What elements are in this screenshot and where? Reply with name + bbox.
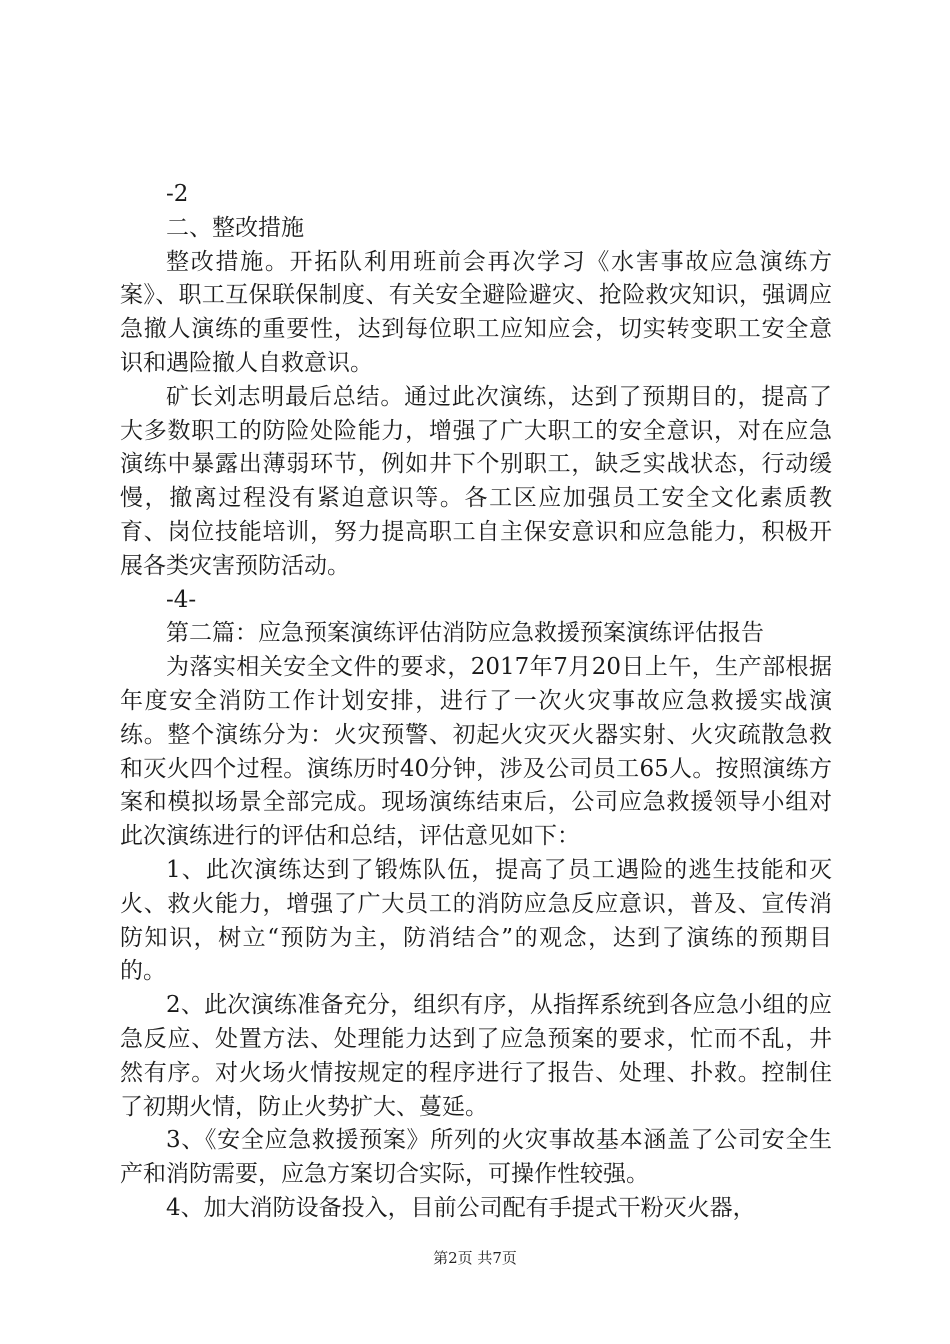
p-marker-2: -2	[166, 181, 189, 207]
p-intro: 为落实相关安全文件的要求，2017年7月20日上午，生产部根据年度安全消防工作计划安排，进行了一次火灾事故应急救援实战演练。整个演练分为：火灾预警、初起火灾灭火器实射、火灾疏散急救和灭火四个过程。演练历时40分钟，涉及公司员工65人。按照演练方案和模拟场景全部完成。现场演练结束后，公司应急救援领导小组对此次演练进行的评估和总结，评估意见如下：	[120, 654, 832, 850]
p-item-3: 3、《安全应急救援预案》所列的火灾事故基本涵盖了公司安全生产和消防需要，应急方案切合实际，可操作性较强。	[120, 1127, 832, 1188]
page-footer: 第2页 共7页	[433, 1249, 517, 1267]
p-heading-2: 二、整改措施	[166, 214, 304, 241]
p-chapter-2: 第二篇：应急预案演练评估消防应急救援预案演练评估报告	[166, 620, 764, 647]
p-item-4: 4、加大消防设备投入，目前公司配有手提式干粉灭火器，	[166, 1194, 756, 1221]
p-summary: 矿长刘志明最后总结。通过此次演练，达到了预期目的，提高了大多数职工的防险处险能力，增强了广大职工的安全意识，对在应急演练中暴露出薄弱环节，例如井下个别职工，缺乏实战状态，行动缓慢，撤离过程没有紧迫意识等。各工区应加强员工安全文化素质教育、岗位技能培训，努力提高职工自主保安意识和应急能力，积极开展各类灾害预防活动。	[120, 383, 832, 579]
p-item-1: 1、此次演练达到了锻炼队伍，提高了员工遇险的逃生技能和灭火、救火能力，增强了广大员工的消防应急反应意识，普及、宣传消防知识，树立“预防为主，防消结合”的观念，达到了演练的预期目的。	[120, 856, 832, 985]
p-item-2: 2、此次演练准备充分，组织有序，从指挥系统到各应急小组的应急反应、处置方法、处理能力达到了应急预案的要求，忙而不乱，井然有序。对火场火情按规定的程序进行了报告、处理、扑救。控制住了初期火情，防止火势扩大、蔓延。	[120, 992, 832, 1120]
p-marker-4: -4-	[166, 586, 197, 613]
p-rectify: 整改措施。开拓队利用班前会再次学习《水害事故应急演练方案》、职工互保联保制度、有关安全避险避灾、抢险救灾知识，强调应急撤人演练的重要性，达到每位职工应知应会，切实转变职工安全意识和遇险撤人自救意识。	[120, 248, 832, 376]
document-body	[120, 178, 832, 1226]
